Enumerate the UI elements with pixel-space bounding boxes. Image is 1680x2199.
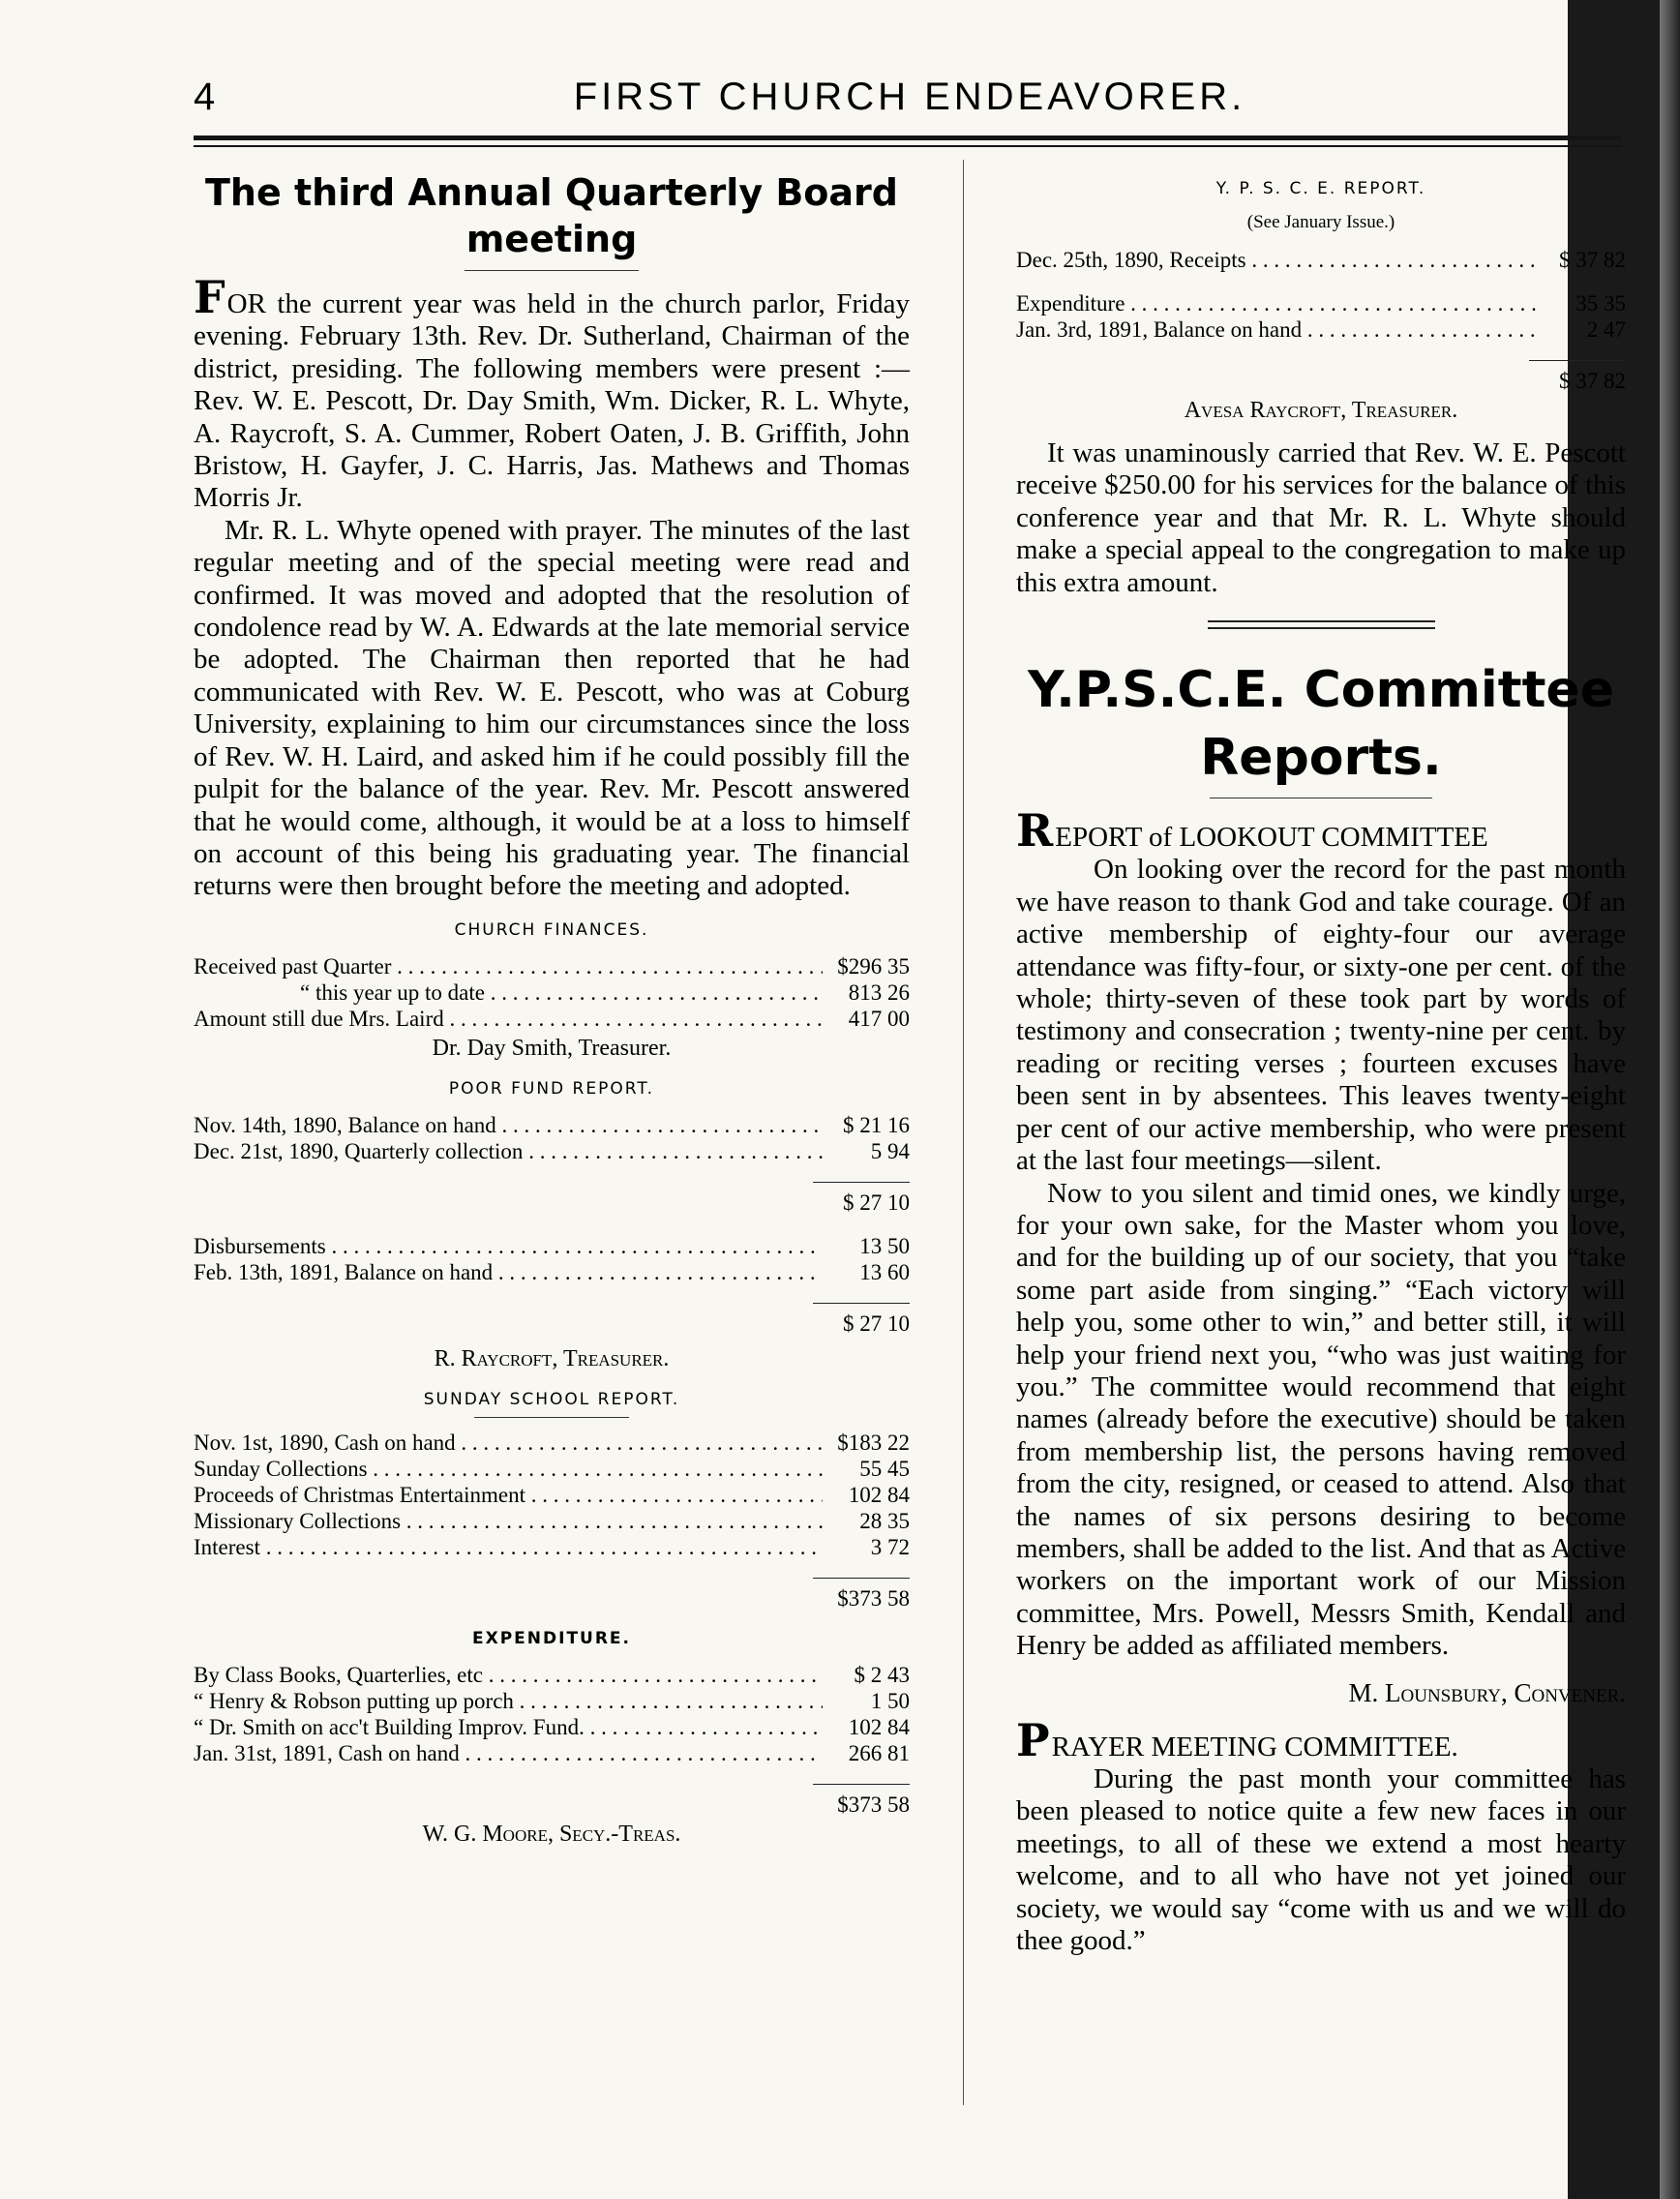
lookout-heading: REPORT of LOOKOUT COMMITTEE: [1016, 804, 1488, 858]
table-row: Nov. 14th, 1890, Balance on hand . . . $ 21 16: [194, 1112, 910, 1138]
ypsce-report-table: [1016, 247, 1626, 394]
poor-fund-total2: $ 27 10: [194, 1303, 910, 1337]
poor-fund-signature: R. Raycroft, Treasurer.: [434, 1345, 670, 1371]
ypsce-report-total: $ 37 82: [1016, 360, 1626, 394]
label-rule: [474, 1417, 629, 1418]
committee-reports-title: Y.P.S.C.E. Committee Reports.: [1028, 661, 1614, 788]
header-rule-thick: [194, 136, 1621, 140]
sunday-school-signature: W. G. Moore, Secy.-Treas.: [422, 1821, 681, 1847]
table-row: Jan. 3rd, 1891, Balance on hand . . . 2 47: [1016, 316, 1626, 343]
board-meeting-para1: FOR the current year was held in the church parlor, Friday evening. February 13th. Rev. Dr. Sutherland, Chairman of the district, presiding. The following members were present :—Rev. W. E. Pescott, Dr. Day Smith, Wm. Dicker, R. L. Whyte, A. Raycroft, S. A. Cummer, Robert Oaten, J. B. Griffith, John Bristow, H. Gayfer, J. C. Harris, Jas. Mathews and Thomas Morris Jr.: [194, 271, 910, 514]
prayer-para: During the past month your committee has been pleased to notice quite a few new faces in our meetings, to all of these we extend a most hearty welcome, and to all who have not yet joined our society, we would say “come with us and we will do thee good.”: [1016, 1763, 1626, 1957]
table-row: Received past Quarter . . . $296 35: [194, 953, 910, 979]
board-meeting-title-line2: meeting: [465, 218, 638, 260]
table-row: Disbursements . . . 13 50: [194, 1233, 910, 1259]
table-row: Dec. 25th, 1890, Receipts . . . $ 37 82: [1016, 247, 1626, 273]
right-column: [1016, 169, 1626, 1957]
church-finances-label: CHURCH FINANCES.: [454, 919, 649, 940]
church-finances-signature: Dr. Day Smith, Treasurer.: [432, 1035, 672, 1061]
sunday-school-label: SUNDAY SCHOOL REPORT.: [423, 1389, 680, 1409]
expenditure-table: [194, 1662, 910, 1818]
sunday-school-table: [194, 1430, 910, 1612]
drop-cap-p: P: [1016, 1713, 1050, 1766]
poor-fund-label: POOR FUND REPORT.: [448, 1078, 655, 1099]
table-row: Proceeds of Christmas Entertainment . . . 102 84: [194, 1482, 910, 1508]
table-row: Interest . . . 3 72: [194, 1534, 910, 1560]
table-row: Sunday Collections . . . 55 45: [194, 1456, 910, 1482]
drop-cap-f: F: [194, 271, 225, 323]
lookout-signature: M. Lounsbury, Convener.: [1348, 1677, 1626, 1707]
table-row: Missionary Collections . . . 28 35: [194, 1508, 910, 1534]
table-row: Feb. 13th, 1891, Balance on hand . . . 13 60: [194, 1259, 910, 1285]
church-finances-table: [194, 953, 910, 1032]
table-row: By Class Books, Quarterlies, etc . . . $ 2 43: [194, 1662, 910, 1688]
table-row: “ Dr. Smith on acc't Building Improv. Fund. . . . 102 84: [194, 1714, 910, 1740]
drop-cap-r: R: [1016, 804, 1054, 858]
poor-fund-table: [194, 1112, 910, 1337]
column-divider: [963, 160, 964, 2105]
header-rule-thin: [194, 145, 1621, 147]
next-page-edge: [1660, 0, 1680, 2199]
ypsce-report-para: It was unaminously carried that Rev. W. E. Pescott receive $250.00 for his services for the balance of this conference year and that Mr. R. L. Whyte should make a special appeal to the congregation to make up this extra amount.: [1016, 437, 1626, 598]
table-row: “ Henry & Robson putting up porch . . . 1 50: [194, 1688, 910, 1714]
page-number: 4: [194, 75, 216, 118]
lookout-para1: On looking over the record for the past month we have reason to thank God and take courage. Of an active membership of eighty-four our average attendance was fifty-four, or sixty-one per cent. of the whole; thirty-seven of these took part by words of testimony and consecration ; twenty-nine per cent. by reading or reciting verses ; fourteen excuses have been sent in by absentees. This leaves twenty-eight per cent of our active membership, who were present at the last four meetings—silent.: [1016, 854, 1626, 1177]
running-header: [194, 75, 1626, 134]
prayer-heading: PRAYER MEETING COMMITTEE.: [1016, 1713, 1458, 1766]
table-row: Nov. 1st, 1890, Cash on hand . . . $183 22: [194, 1430, 910, 1456]
poor-fund-total1: $ 27 10: [194, 1182, 910, 1216]
board-meeting-para2: Mr. R. L. Whyte opened with prayer. The minutes of the last regular meeting and of the special meeting were read and confirmed. It was moved and adopted that the resolution of condolence read by W. A. Edwards at the late memorial service be adopted. The Chairman then reported that he had communicated with Rev. W. E. Pescott, who was at Coburg University, explaining to him our circumstances since the loss of Rev. W. H. Laird, and asked him if he could possibly fill the pulpit for the balance of the year. Rev. Mr. Pescott answered that he would come, although, it would be at a loss to himself on account of this being his graduating year. The financial returns were then brought before the meeting and adopted.: [194, 514, 910, 902]
expenditure-total: $373 58: [194, 1784, 910, 1818]
board-meeting-title-line1: The third Annual Quarterly Board: [205, 171, 898, 214]
table-row: Expenditure . . . 35 35: [1016, 290, 1626, 316]
lookout-para2: Now to you silent and timid ones, we kindly urge, for your own sake, for the Master whom you love, and for the building up of our society, that you “take some part aside from singing.” “Each victory will help you, some other to win,” and better still, it will help your friend next you, “who was just waiting for you.” The committee would recommend that eight names (already before the executive) should be taken from membership list, the persons having removed from the city, resigned, or ceased to attend. Also that the names of six persons desiring to become members, shall be added to the list. And that as Active workers on the important work of our Mission committee, Mrs. Powell, Messrs Smith, Kendall and Henry be added as affiliated members.: [1016, 1177, 1626, 1662]
table-row: Amount still due Mrs. Laird . . . 417 00: [194, 1006, 910, 1032]
expenditure-label: EXPENDITURE.: [471, 1628, 632, 1648]
sunday-school-total: $373 58: [194, 1578, 910, 1612]
ypsce-report-sublabel: (See January Issue.): [1246, 212, 1395, 232]
ypsce-report-label: Y. P. S. C. E. REPORT.: [1215, 179, 1426, 198]
table-row: “ this year up to date . . . 813 26: [194, 979, 910, 1006]
section-divider: [1208, 620, 1435, 629]
ypsce-report-signature: Avesa Raycroft, Treasurer.: [1184, 398, 1458, 423]
table-row: Dec. 21st, 1890, Quarterly collection . . . 5 94: [194, 1138, 910, 1164]
title-rule: [465, 270, 639, 271]
table-row: Jan. 31st, 1891, Cash on hand . . . 266 81: [194, 1740, 910, 1766]
left-column: [194, 169, 910, 1853]
publication-title: FIRST CHURCH ENDEAVORER.: [573, 75, 1246, 118]
board-meeting-title: [194, 169, 910, 262]
